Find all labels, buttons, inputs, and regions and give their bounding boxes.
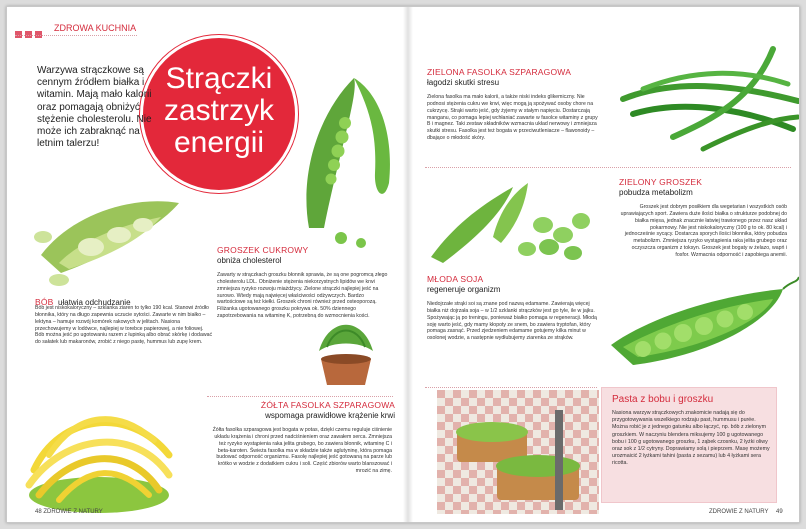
- zielony-groszek-subtitle: pobudza metabolizm: [619, 188, 693, 197]
- soja-title: MŁODA SOJA: [427, 274, 484, 284]
- bean-paste-toast-image: [437, 390, 599, 514]
- soja-text: Niedojrzałe strąki soi są znane pod nazwą edamame. Zawierają więcej białka niż dojrzała soja – w 1/2 szklanki strączków jest go tyle, ile w jajku. Spożywając ją po treningu, ponieważ białko pomaga w regeneracji. Młodą soję warto jeść, gdy mamy kłopoty ze snem, bo zawiera tryptofan, który pomaga zasnąć. Przed zjedzeniem edamame gotujemy kilka minut w osolonej wodzie, a następnie wydłubujemy ziarenka ze strąków.: [427, 301, 597, 342]
- zielona-text: Zielona fasolka ma mało kalorii, a także niski indeks glikemiczny. Nie podnosi stężenia cukru we krwi, więc mogą ją spożywać osoby chore na cukrzycę. Strąki warto jeść, gdy żyjemy w stałym napięciu. Dostarczają manganu, co pomaga lepiej wchłaniać zawarte w fasolce witaminy z grupy B i magnez. Taki zestaw składników wzmacnia układ nerwowy i zmniejsza skutki stresu. Fasolka jest też bogata w przeciwutleniacze – flawonoidy – dbające o młodość skóry.: [427, 94, 598, 142]
- soja-subtitle: regeneruje organizm: [427, 285, 501, 294]
- zolta-title: ŻÓŁTA FASOLKA SZPARAGOWA: [260, 400, 395, 410]
- magazine-spread: [6, 6, 800, 523]
- section-name: ZDROWA KUCHNIA: [54, 23, 137, 33]
- pea-pod-image: [603, 275, 800, 375]
- recipe-title: Pasta z bobu i groszku: [612, 394, 714, 405]
- recipe-text: Nasiona warzyw strączkowych znakomicie nadają się do przygotowywania wszelkiego rodzaju past, hummusu i purée. Można robić je z jednego gatunku albo łączyć, np. bób z zielonym groszkiem. W naczyniu blendera miksujemy 100 g ugotowanego bobu i 100 g ugotowanego groszku, 1 ząbek czosnku, 2 łyżki oliwy oraz sok z 1/2 cytryny. Doprawiamy solą i pieprzem. Masę możemy urozmaicić 2 łyżkami tahini (pasta z sezamu) lub 4 łyżkami sera ricotta.: [612, 410, 770, 467]
- zielony-groszek-title: ZIELONY GROSZEK: [619, 177, 703, 187]
- page-number-left: 48 ZDROWIE Z NATURY: [35, 509, 103, 515]
- intro-text: Warzywa strączkowe są cennym źródłem białka i witamin. Mają mało kalorii oraz pomagają obniżyć stężenie cholesterolu. Nie może ich zabraknąć na letnim talerzu!: [37, 65, 152, 150]
- zielony-groszek-text: Groszek jest dobrym posiłkiem dla wegetarian i wszystkich osób uprawiających sport. Zawiera duże ilości białka o strukturze podobnej do białka mięsa, jednak znacznie łatwiej trawionego przez nasz układ pokarmowy. Nie jest niskokaloryczny (100 g to ok. 80 kcal) i jednocześnie sycący. Dostarcza sporych ilości błonnika, który pobudza metabolizm. Zmniejsza ryzyko wystąpienia raka jelita grubego oraz oczyszcza organizm z toksyn. Groszek jest bogaty w żelazo, wapń i fosfor. Wzmacnia odporność i zapobiega anemii.: [620, 204, 787, 259]
- right-rule-2: [425, 387, 597, 388]
- right-rule-1: [425, 167, 791, 168]
- broad-bean-image: [21, 185, 189, 287]
- header-rule: [15, 35, 137, 36]
- green-beans-image: [613, 39, 800, 161]
- yellow-beans-image: [19, 395, 179, 515]
- page-title: Strączki zastrzyk energii: [163, 62, 274, 159]
- edamame-image: [423, 177, 599, 269]
- bob-heading: BÓB ułatwia odchudzanie: [35, 297, 131, 307]
- zolta-subtitle: wspomaga prawidłowe krążenie krwi: [265, 411, 395, 420]
- zielona-title: ZIELONA FASOLKA SZPARAGOWA: [427, 67, 572, 77]
- zolta-text: Żółta fasolka szparagowa jest bogata w potas, dzięki czemu reguluje ciśnienie układu krążenia i chroni przed nadciśnieniem oraz zawałem serca. Zmniejsza też ryzyko wystąpienia raka jelita grubego, bo zawiera błonnik, witaminę C i beta-karoten. Świeża fasolka ma w składzie także aglutyninę, która pomaga budować odporność organizmu. Fasolę najlepiej jeść gotowaną na parze lub krótko w wodzie z dodatkiem cukru i soli. Część zbiorów warto blanszować i mrozić na zimę.: [212, 427, 392, 475]
- pea-sprouts-image: [309, 311, 383, 387]
- zielona-subtitle: łagodzi skutki stresu: [427, 78, 500, 87]
- header-squares: [15, 25, 45, 43]
- zolta-rule: [207, 396, 393, 397]
- page-footer-right: ZDROWIE Z NATURY 49: [709, 509, 783, 515]
- bob-text: Bób jest niskokaloryczny – szklanka ziaren to tylko 190 kcal. Stanowi źródło błonnika, który na długo zapewnia uczucie sytości. Zawarte w nim białko – lektyna – hamuje rozwój komórek rakowych w jelitach. Nasiona przechowujemy w lodówce, najlepiej w torebce papierowej, a nie foliowej. Bób można jeść po ugotowaniu razem z łupinką albo obrać skórkę i dodawać do sałatek lub makaronów, zrobić z niego pastę, hummus lub zupę krem.: [35, 305, 213, 346]
- recipe-box: [601, 387, 777, 503]
- title-circle: [140, 35, 298, 193]
- groszek-cukrowy-title: GROSZEK CUKROWY: [217, 245, 309, 255]
- groszek-cukrowy-text: Zawarty w strączkach groszku błonnik sprawia, że są one pogromcą złego cholesterolu LDL. Obniżenie stężenia niekorzystnych lipidów we krwi zmniejsza ryzyko rozwoju miażdżycy. Zielone strączki najlepiej jeść na surowo. Wtedy mają najwięcej właściwości odżywczych. Bardzo wartościowe są też kiełki. Groszek chroni również przed osteoporozą. Filiżanka ugotowanego groszku pokrywa ok. 50% dziennego zapotrzebowania na witaminę K, potrzebną do wzmocnienia kości.: [217, 272, 388, 320]
- groszek-cukrowy-subtitle: obniża cholesterol: [217, 256, 282, 265]
- snap-pea-image: [279, 53, 409, 253]
